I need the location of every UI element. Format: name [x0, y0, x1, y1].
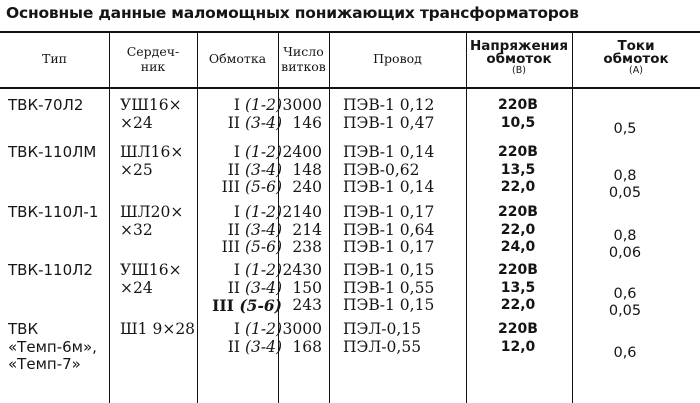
- turns-count: 146: [292, 113, 322, 132]
- header-voltage-line: обмоток: [486, 51, 552, 67]
- page-title: Основные данные маломощных понижающих трансформаторов: [6, 4, 579, 22]
- winding-current: 0,6: [613, 344, 637, 361]
- winding-number: I: [233, 203, 245, 221]
- header-wire: Провод: [373, 51, 422, 66]
- winding-current: 0,05: [608, 185, 642, 201]
- wire-spec: ПЭВ-1 0,14: [343, 143, 435, 161]
- header-bottom-rule: [0, 87, 700, 89]
- winding-id: [198, 204, 282, 221]
- winding-number: III: [221, 238, 245, 256]
- header-core-line: ник: [140, 59, 166, 74]
- column-divider: [329, 33, 330, 403]
- header-current-line: обмоток: [603, 51, 669, 67]
- winding-pins: (3-4): [244, 113, 282, 132]
- turns-count: 240: [292, 178, 322, 196]
- winding-id: [198, 321, 282, 338]
- header-voltage-unit: (В): [512, 65, 526, 76]
- wire-spec: ПЭВ-1 0,15: [343, 261, 435, 279]
- winding-number: II: [227, 337, 245, 356]
- winding-pins: (5-6): [244, 238, 282, 256]
- wire-spec: ПЭВ-1 0,14: [343, 178, 435, 196]
- wire-spec: ПЭВ-1 0,47: [343, 113, 435, 132]
- winding-voltage: 13,5: [500, 279, 536, 296]
- header-turns-line: витков: [281, 59, 326, 74]
- winding-voltage: 220В: [498, 97, 538, 113]
- wire-spec: ПЭВ-1 0,17: [343, 203, 435, 221]
- winding-number: I: [233, 96, 245, 114]
- transformer-type: ТВК-110ЛМ: [8, 143, 97, 161]
- transformer-type: ТВК-110Л2: [8, 261, 93, 279]
- header-voltage: [466, 40, 572, 76]
- wire-spec: ПЭЛ-0,15: [343, 320, 422, 338]
- winding-number: III: [212, 296, 240, 315]
- winding-pins: (5-6): [244, 178, 282, 196]
- turns-count: 2140: [282, 203, 322, 221]
- winding-voltage: 12,0: [500, 338, 536, 355]
- transformer-type: ТВК-70Л2: [8, 96, 84, 114]
- winding-number: II: [227, 220, 245, 239]
- winding-id: [198, 280, 282, 297]
- transformer-type: ТВК-110Л-1: [8, 203, 99, 221]
- winding-id: [198, 339, 282, 356]
- wire-spec: ПЭВ-1 0,17: [343, 238, 435, 256]
- winding-pins: (3-4): [244, 160, 282, 179]
- header-turns-line: Число: [283, 44, 324, 59]
- winding-number: I: [233, 261, 245, 279]
- winding-voltage: 220В: [498, 144, 538, 160]
- header-current: [572, 40, 700, 76]
- winding-current: 0,05: [608, 303, 642, 319]
- winding-number: II: [227, 160, 245, 179]
- core-size: ×24: [120, 113, 153, 132]
- winding-voltage: 220В: [498, 321, 538, 337]
- core-size: ШЛ16×: [120, 143, 184, 161]
- winding-voltage: 22,0: [500, 179, 536, 195]
- winding-voltage: 10,5: [500, 114, 536, 131]
- winding-voltage: 22,0: [500, 297, 536, 313]
- header-current-line: Токи: [617, 38, 655, 54]
- header-turns: [278, 44, 329, 74]
- wire-spec: ПЭВ-1 0,12: [343, 96, 435, 114]
- winding-id: [198, 162, 282, 179]
- winding-voltage: 220В: [498, 262, 538, 278]
- turns-count: 150: [292, 278, 322, 297]
- winding-number: I: [233, 143, 245, 161]
- turns-count: 238: [292, 238, 322, 256]
- wire-spec: ПЭВ-1 0,15: [343, 296, 435, 314]
- turns-count: 168: [292, 337, 322, 356]
- core-size: ×32: [120, 220, 153, 239]
- winding-number: I: [233, 320, 245, 338]
- column-divider: [109, 33, 110, 403]
- winding-id: [198, 97, 282, 114]
- header-type: Тип: [42, 51, 67, 66]
- winding-pins: (3-4): [244, 220, 282, 239]
- winding-number: II: [227, 278, 245, 297]
- winding-current: 0,5: [613, 120, 637, 137]
- turns-count: 148: [292, 160, 322, 179]
- header-core-line: Сердеч-: [126, 44, 180, 59]
- wire-spec: ПЭВ-1 0,64: [343, 220, 435, 239]
- winding-pins: (1-2): [244, 96, 282, 114]
- winding-voltage: 24,0: [500, 239, 536, 255]
- winding-pins: (3-4): [244, 337, 282, 356]
- turns-count: 3000: [282, 320, 322, 338]
- winding-current: 0,6: [613, 285, 637, 302]
- core-size: УШ16×: [120, 96, 182, 114]
- turns-count: 2400: [282, 143, 322, 161]
- wire-spec: ПЭЛ-0,55: [343, 337, 422, 356]
- winding-current: 0,8: [613, 227, 637, 244]
- table-top-rule: [0, 31, 700, 33]
- core-size: Ш1 9×28: [120, 320, 196, 338]
- wire-spec: ПЭВ-0,62: [343, 160, 420, 179]
- winding-id: [198, 115, 282, 132]
- winding-pins: (1-2): [244, 203, 282, 221]
- winding-id: [198, 144, 282, 161]
- header-voltage-line: Напряжения: [469, 38, 569, 54]
- core-size: УШ16×: [120, 261, 182, 279]
- core-size: ШЛ20×: [120, 203, 184, 221]
- winding-voltage: 220В: [498, 204, 538, 220]
- core-size: ×24: [120, 278, 153, 297]
- winding-voltage: 22,0: [500, 221, 536, 238]
- core-size: ×25: [120, 160, 153, 179]
- wire-spec: ПЭВ-1 0,55: [343, 278, 435, 297]
- transformer-type: ТВК: [8, 320, 39, 338]
- winding-id: [198, 179, 282, 196]
- turns-count: 2430: [282, 261, 322, 279]
- winding-number: III: [221, 178, 245, 196]
- winding-number: II: [227, 113, 245, 132]
- winding-id: [198, 222, 282, 239]
- turns-count: 214: [292, 220, 322, 239]
- transformer-type: «Темп-6м»,: [8, 337, 97, 356]
- winding-id: [198, 262, 282, 279]
- winding-pins: (1-2): [244, 261, 282, 279]
- winding-id: [198, 297, 282, 314]
- turns-count: 243: [292, 296, 322, 314]
- winding-pins: (3-4): [244, 278, 282, 297]
- winding-pins: (1-2): [244, 143, 282, 161]
- transformer-type: «Темп-7»: [8, 355, 81, 373]
- turns-count: 3000: [282, 96, 322, 114]
- winding-voltage: 13,5: [500, 161, 536, 178]
- header-winding: Обмотка: [208, 51, 267, 66]
- column-divider: [466, 33, 467, 403]
- winding-pins: (5-6): [239, 296, 282, 315]
- winding-current: 0,8: [613, 167, 637, 184]
- winding-id: [198, 239, 282, 256]
- header-core: [109, 44, 197, 74]
- winding-current: 0,06: [608, 245, 642, 261]
- column-divider: [572, 33, 573, 403]
- header-current-unit: (А): [629, 65, 643, 76]
- winding-pins: (1-2): [244, 320, 282, 338]
